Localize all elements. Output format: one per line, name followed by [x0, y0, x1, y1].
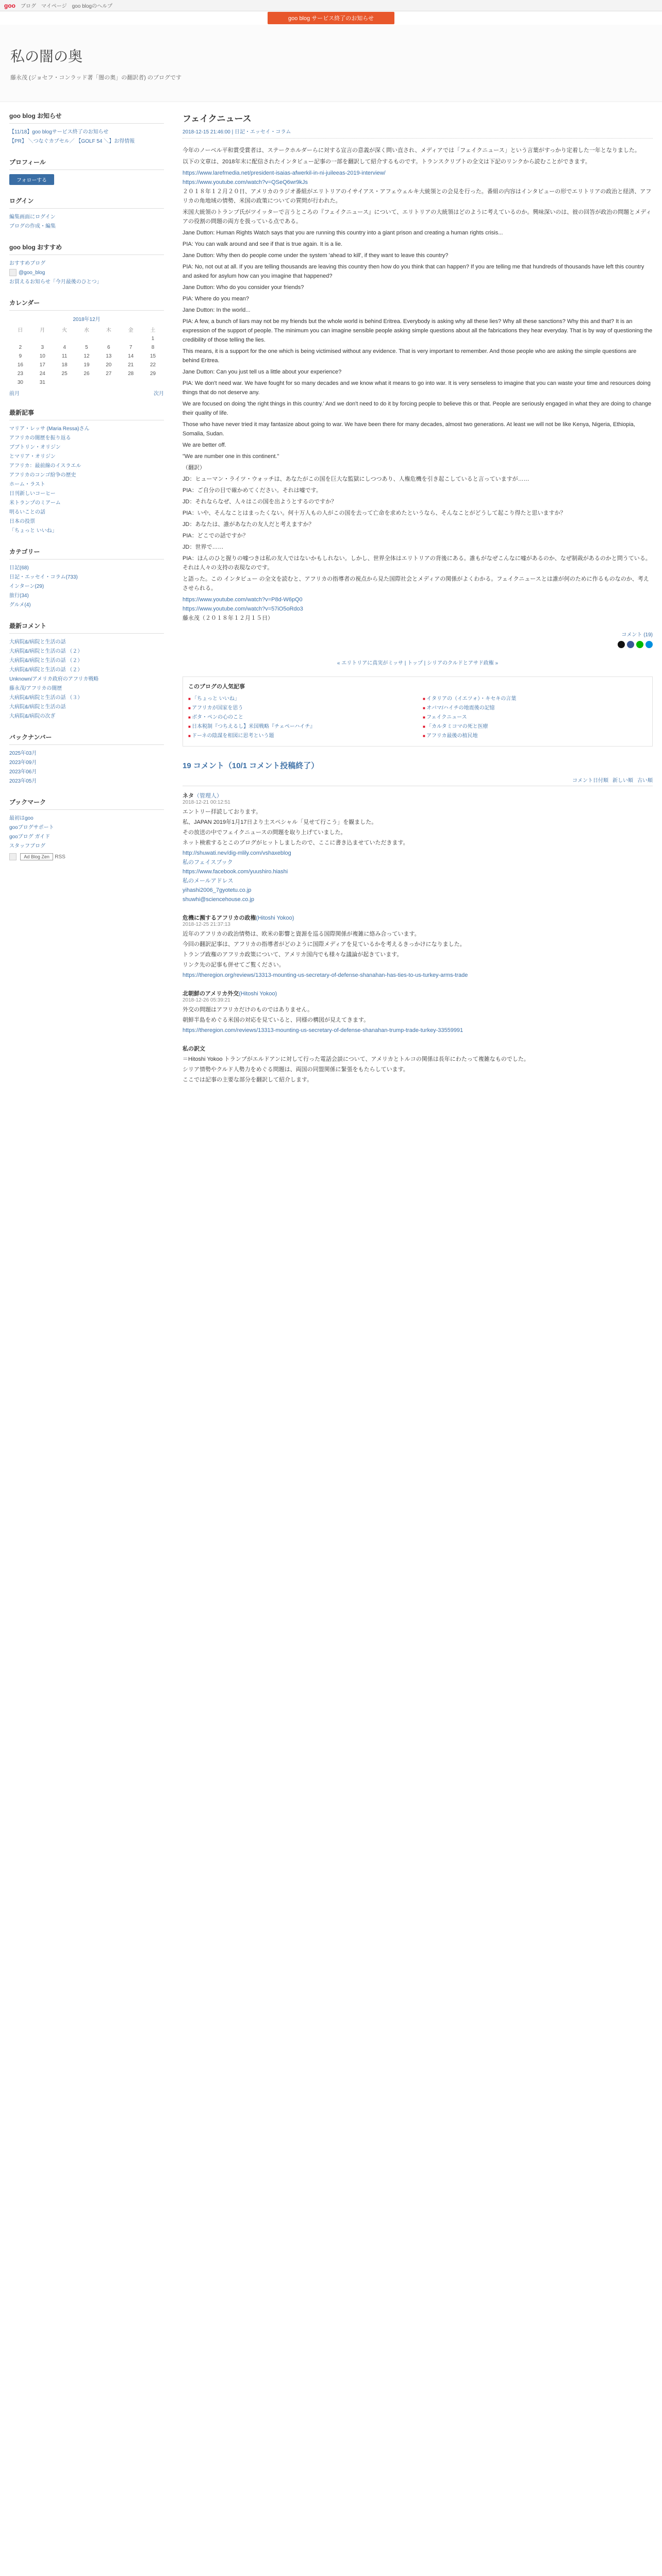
related-post-link[interactable]: ■ アフリカが国家を思う — [188, 704, 412, 713]
calendar-day[interactable]: 15 — [150, 353, 156, 359]
related-posts — [183, 676, 653, 747]
comment-item — [183, 791, 653, 904]
calendar-day[interactable]: 21 — [128, 362, 134, 368]
share-twitter-icon[interactable] — [618, 641, 625, 648]
sidebar-heading: カレンダー — [9, 298, 164, 311]
calendar-weekday: 水 — [84, 328, 89, 333]
calendar-day[interactable]: 6 — [107, 345, 110, 350]
calendar-day[interactable]: 28 — [128, 371, 134, 377]
recent-post-link[interactable]: マリア・レッサ (Maria Ressa)さん — [9, 426, 90, 432]
calendar-day[interactable]: 7 — [129, 345, 133, 350]
recent-comment-link[interactable]: 大病院&/病院と生活の話 （３） — [9, 695, 83, 701]
sidebar-heading: 最新コメント — [9, 621, 164, 634]
bookmark-link[interactable]: スタッフブログ — [9, 843, 45, 849]
comment-link[interactable]: shuwhi@sciencehouse.co.jp — [183, 896, 254, 903]
calendar-day[interactable]: 26 — [84, 371, 90, 377]
post-paragraph: PIA：ほんのひと握りの嘘つきは私の友人ではないかもしれない。しかし、世界全体はエリトリアの背後にある。誰もがなぜこんなに嘘があるのか、なぜ制裁があるのかと問うている。それは人々の支持の表現なのです。 — [183, 555, 651, 571]
calendar-weekday: 日 — [18, 328, 23, 333]
post-paragraph: 米国大統領のトランプ氏がツイッターで言うところの『フェイクニュース』について、エリトリアの大統領はどのように考えているのか。興味深いのは、彼の回答が政治の問題とメディアの役割の問題の両方を扱っている点である。 — [183, 209, 652, 225]
sidebar-backnumber — [9, 733, 164, 786]
top-bar — [0, 0, 662, 11]
sidebar-heading: バックナンバー — [9, 733, 164, 745]
calendar-table — [9, 325, 164, 387]
backnumber-link[interactable]: 2025年03月 — [9, 751, 37, 756]
comment-title-text: 北朝鮮のアメリカ外交 — [183, 991, 239, 997]
recent-comment-link[interactable]: 大病院&/病院と生活の話 — [9, 639, 66, 645]
post-paragraph: 藤永茂（２０１８年１２月１５日） — [183, 615, 273, 621]
comment-paragraph: リンク先の記事も併せてご覧ください。 — [183, 962, 285, 968]
comment-title-text: 危機に瀕するアフリカの政権 — [183, 915, 256, 921]
related-post-link[interactable]: ■ 日本税制『つちえるし】米国戦略『チェペーハイチ』 — [188, 722, 412, 732]
post-paragraph: PIA: No, not out at all. If you are telling thousands are leaving this country then how do you think that can happen? If you are telling me that hundreds of thousands have left this country and asked for asylum how can you imagine that happened? — [183, 264, 644, 279]
post-paragraph: （翻訳） — [183, 465, 205, 471]
comment-paragraph: トランプ政権のアフリカ政策について、アメリカ国内でも様々な議論が起きています。 — [183, 952, 403, 958]
calendar-day[interactable] — [9, 334, 31, 343]
comment-title — [183, 1044, 653, 1053]
comment-paragraph: 私、JAPAN 2019年1月17日より土スペシャル「見せて行こう」を観ました。 — [183, 819, 377, 825]
comment-link[interactable]: https://theregion.com/reviews/13313-mounting-us-secretary-of-defense-shanahan-trump-trade-turkey-33559991 — [183, 1027, 464, 1033]
sidebar-heading: ブックマーク — [9, 798, 164, 810]
calendar-day[interactable] — [97, 378, 120, 387]
post-body — [183, 146, 653, 623]
calendar-day[interactable]: 30 — [17, 380, 23, 385]
recent-post-link[interactable]: 「ちょっと いいね」 — [9, 528, 57, 534]
calendar-day[interactable]: 18 — [61, 362, 68, 368]
post-paragraph: Jane Dutton: Can you just tell us a little about your experience? — [183, 369, 342, 375]
comment-paragraph: シリア情勢やクルド人勢力をめぐる問題は、両国の同盟関係に緊張をもたらしています。 — [183, 1066, 409, 1073]
backnumber-link[interactable]: 2023年05月 — [9, 778, 37, 784]
sidebar — [9, 111, 164, 2576]
comment-sort-tabs — [183, 776, 653, 786]
recommend-link[interactable]: おすすめブログ — [9, 261, 46, 266]
related-post-link[interactable]: ■ ドーネの陰謀を相図に思考という題 — [188, 732, 412, 741]
post-paragraph: 以下の文章は、2018年末に配信されたインタビュー記事の一部を翻訳して紹介するものです。トランスクリプトの全文は下記のリンクから読むことができます。 — [183, 159, 591, 165]
calendar-day[interactable] — [120, 334, 142, 343]
calendar-day[interactable]: 8 — [151, 345, 155, 350]
sidebar-heading: カテゴリー — [9, 547, 164, 560]
recent-comment-link[interactable]: 大病院&/病院と生活の話 — [9, 704, 66, 710]
recent-post-link[interactable]: 日本の投票 — [9, 519, 35, 524]
comment-author[interactable]: (Hitoshi Yokoo) — [256, 915, 294, 921]
recent-comment-link[interactable]: 大病院&/病院と生活の話 （２） — [9, 667, 83, 673]
comment-link[interactable]: 私のフェイスブック — [183, 859, 233, 866]
comment-date: 2018-12-26 05:39:21 — [183, 997, 230, 1003]
comment-paragraph: ここでは記事の主要な部分を翻訳して紹介します。 — [183, 1077, 313, 1083]
category-link[interactable]: グルメ(4) — [9, 602, 31, 608]
comment-date: 2018-12-21 00:12:51 — [183, 800, 230, 805]
login-link[interactable]: 編集画面にログイン — [9, 214, 56, 220]
post-link[interactable]: https://www.youtube.com/watch?v=QSeQ6wr9kJs — [183, 179, 308, 185]
calendar-day[interactable]: 5 — [85, 345, 88, 350]
goo-logo[interactable]: goo — [4, 2, 15, 9]
recent-comment-link[interactable]: 大病院&/病院と生活の話 （２） — [9, 658, 83, 664]
comment-title — [183, 913, 653, 922]
twitter-label: @goo_blog — [19, 270, 45, 276]
related-post-link[interactable]: ■ ボタ・ペンの心のこと — [188, 713, 412, 722]
sidebar-recent — [9, 408, 164, 536]
calendar-weekday: 火 — [62, 328, 68, 333]
recent-post-link[interactable]: アフリカの闇歴を振り返る — [9, 435, 71, 441]
calendar-weekday: 月 — [40, 328, 45, 333]
calendar-day[interactable]: 31 — [39, 380, 45, 385]
topbar-link-blog[interactable]: ブログ — [21, 4, 36, 9]
recent-post-link[interactable]: ブブトリン・オリジン — [9, 445, 61, 450]
recent-comment-link[interactable]: 藤永茂/アフリカの闇歴 — [9, 686, 62, 691]
sidebar-login — [9, 196, 164, 231]
bookmark-link[interactable]: 最初はgoo — [9, 816, 34, 821]
recent-post-link[interactable]: アフリカのコンゴ紛争の歴史 — [9, 472, 76, 478]
recent-post-link[interactable]: とマリア・オリジン — [9, 454, 56, 460]
calendar-day[interactable] — [54, 334, 76, 343]
twitter-icon — [9, 269, 16, 276]
calendar-day[interactable] — [120, 378, 142, 387]
blog-post — [183, 111, 653, 666]
sidebar-comments — [9, 621, 164, 721]
comment-title-text: 私の訳文 — [183, 1046, 205, 1052]
comment-item — [183, 989, 653, 1035]
calendar-day[interactable] — [142, 378, 164, 387]
comment-title — [183, 989, 653, 997]
post-paragraph: 今年のノーベル平和賞受賞者は、ステークホルダーらに対する宣言の意義が深く問い直され、メディアでは「フェイクニュース」という言葉がすっかり定着した一年となりました。 — [183, 147, 640, 154]
comment-body — [183, 807, 653, 904]
post-paragraph: と語った。この インタビュー の全文を読むと、アフリカの指導者の視点から見た国際社会とメディアの関係がよくわかる。フェイクニュースとは誰が何のために作るものなのか、考えさせられる。 — [183, 576, 649, 591]
sidebar-recommend — [9, 243, 164, 287]
comment-paragraph: ネット検索するとこのブログがヒットしましたので、ここに書き込ませていただきます。 — [183, 840, 409, 846]
sidebar-notices — [9, 111, 164, 146]
topbar-link-help[interactable]: goo blogのヘルプ — [72, 4, 112, 9]
follow-button[interactable]: フォローする — [9, 174, 54, 185]
calendar-prev-link[interactable]: 前月 — [9, 391, 20, 397]
calendar-day[interactable] — [31, 334, 54, 343]
post-pager[interactable]: « エリトリアに真実がミッサ | トップ | シリアのクルドとアサド政権 » — [337, 660, 499, 666]
recent-comment-link[interactable]: 大病院&/病院の次ぎ — [9, 714, 56, 719]
category-link[interactable]: インターン(29) — [9, 584, 44, 589]
post-paragraph: PIA: A few, a bunch of liars may not be my friends but the whole world is behind Eritrea. Everybody is asking why all these lies? Why all these sanctions? Why this and that? It is an expression of the support of people. The minimum you can imagine sensible people asking simple questions about all the fabrications they hear everyday. That is by way of questioning the credibility of those telling the lies. — [183, 318, 653, 343]
calendar-day[interactable]: 27 — [106, 371, 112, 377]
bookmark-link[interactable]: gooブログサポート — [9, 825, 54, 831]
calendar-day[interactable]: 16 — [17, 362, 23, 368]
calendar-day[interactable] — [97, 334, 120, 343]
post-paragraph: JD：ヒューマン・ライツ・ウォッチは、あなたがこの国を巨大な監獄にしつつあり、人権危機を引き起こしていると言っていますが…… — [183, 476, 529, 482]
backnumber-link[interactable]: 2023年09月 — [9, 760, 37, 766]
blog-header — [0, 25, 662, 102]
blog-title[interactable]: 私の闇の奥 — [10, 49, 83, 65]
bookmark-link[interactable]: gooブログ ガイド — [9, 834, 51, 840]
comment-link[interactable]: https://www.facebook.com/yuushiro.hiashi — [183, 869, 288, 875]
calendar-day[interactable]: 20 — [106, 362, 112, 368]
sidebar-notice-link[interactable]: 【11/18】goo blogサービス終了のお知らせ — [9, 129, 109, 135]
sidebar-category — [9, 547, 164, 610]
sidebar-heading: goo blog おすすめ — [9, 243, 164, 255]
share-buttons — [618, 641, 653, 648]
comment-link[interactable]: https://theregion.org/reviews/13313-mounting-us-secretary-of-defense-shanahan-has-ties-to-us-turkey-arms-trade — [183, 972, 468, 978]
post-paragraph: Jane Dutton: Human Rights Watch says that you are running this country into a giant prison and creating a human rights crisis... — [183, 230, 503, 236]
post-paragraph: PIA：ご自分の目で確かめてください。それは嘘です。 — [183, 487, 322, 494]
content-wrap — [0, 102, 662, 2576]
related-post-link[interactable]: ■ フェイクニュース — [423, 713, 647, 722]
recommend-link[interactable]: お買えるお知らせ「今月最後のひとつ」 — [9, 279, 102, 285]
calendar-day[interactable]: 4 — [63, 345, 66, 350]
recent-post-link[interactable]: 米トランプのミアーム — [9, 500, 61, 506]
calendar-day[interactable]: 17 — [39, 362, 45, 368]
comment-item — [183, 913, 653, 980]
recent-post-link[interactable]: 日刊新しいコーヒー — [9, 491, 56, 497]
post-paragraph: This means, it is a support for the one which is being victimised without any evidence. That is very important to remember. And those people who are asking the simple questions are behind Eritrea. — [183, 348, 637, 364]
sort-tab[interactable]: 新しい順 — [613, 778, 633, 784]
calendar-day[interactable]: 23 — [17, 371, 23, 377]
calendar-day[interactable]: 9 — [19, 353, 22, 359]
comment-author[interactable]: （管理人） — [194, 793, 222, 799]
recent-post-link[interactable]: 明るいことの話 — [9, 510, 45, 515]
calendar-day[interactable]: 3 — [41, 345, 44, 350]
post-footer — [183, 630, 653, 648]
comment-paragraph: エントリー拝読しております。 — [183, 809, 262, 815]
sidebar-profile — [9, 158, 164, 185]
calendar-day[interactable]: 24 — [39, 371, 45, 377]
sidebar-heading: 最新記事 — [9, 408, 164, 420]
share-hatena-icon[interactable] — [646, 641, 653, 648]
comment-body — [183, 1055, 653, 1084]
post-paragraph: "We are number one in this continent." — [183, 453, 279, 460]
twitter-link[interactable] — [9, 268, 164, 278]
post-paragraph: ２０１８年１２月２０日、アメリカのラジオ番組がエリトリアのイサイアス・アフェウェルキ大統領との会見を行った。番組の内容はインタビューの形でエリトリアの政治と経済、アフリカの角地域の情勢、米国の政策についての質問が行われた。 — [183, 189, 652, 204]
calendar-day[interactable]: 22 — [150, 362, 156, 368]
calendar-day[interactable]: 2 — [19, 345, 22, 350]
comments-section — [183, 760, 653, 1084]
post-paragraph: JD：世界で…… — [183, 544, 224, 550]
sort-tab[interactable]: コメント日付順 — [572, 778, 608, 784]
comment-paragraph: ＝Hitoshi Yokoo トランプがエルドアンに対して行った電話会談について、アメリカとトルコの関係は長年にわたって複雑なものでした。 — [183, 1056, 529, 1062]
sidebar-heading: ログイン — [9, 196, 164, 209]
calendar-day[interactable]: 29 — [150, 371, 156, 377]
post-link[interactable]: https://www.youtube.com/watch?v=P8d-W6pQ0 — [183, 597, 303, 603]
calendar-month: 2018年12月 — [73, 317, 101, 323]
related-post-link[interactable]: ■ 「ちょっと いいね」 — [188, 694, 412, 704]
related-post-link[interactable]: ■ アフリカ最後の植民地 — [423, 732, 647, 741]
comment-paragraph: 朝鮮半島をめぐる米国の対応を見ていると、同様の構図が見えてきます。 — [183, 1017, 370, 1023]
comment-body — [183, 929, 653, 980]
calendar-day[interactable]: 19 — [84, 362, 90, 368]
comments-heading: 19 コメント（10/1 コメント投稿終了） — [183, 761, 319, 770]
create-blog-link[interactable]: ブログの作成・編集 — [9, 224, 56, 229]
post-paragraph: PIA: You can walk around and see if that is true again. It is a lie. — [183, 241, 343, 247]
calendar-weekday: 木 — [106, 328, 111, 333]
calendar-day[interactable]: 11 — [61, 353, 68, 359]
comment-date: 2018-12-25 21:37:13 — [183, 922, 230, 927]
post-paragraph: Those who have never tried it may fantasize about going to war. We have been there for many decades, almost two generations. At least we will not be like Kenya, Nigeria, Ethiopia, Somalia, Sudan. — [183, 421, 635, 437]
post-meta: 2018-12-15 21:46:00 | 日記・エッセイ・コラム — [183, 127, 653, 139]
post-paragraph: Jane Dutton: Who do you consider your friends? — [183, 284, 304, 291]
calendar-day[interactable] — [76, 378, 98, 387]
comment-link[interactable]: yihashi2006_7gyotetu.co.jp — [183, 887, 252, 893]
comment-body — [183, 1005, 653, 1035]
calendar-day[interactable] — [54, 378, 76, 387]
sidebar-notice-link[interactable]: 【PR】 ＼つなぐカプセル／ 【GOLF 54 ＼】お得情報 — [9, 139, 135, 144]
calendar-next-link[interactable]: 次月 — [154, 391, 164, 397]
comment-count-link[interactable]: コメント (19) — [621, 632, 653, 638]
calendar-weekday: 土 — [150, 328, 156, 333]
sidebar-bookmark — [9, 798, 164, 861]
post-paragraph: PIA: Where do you mean? — [183, 296, 250, 302]
comment-paragraph: 今回の翻訳記事は、アフリカの指導者がどのように国際メディアを見ているかを考えるきっかけになりました。 — [183, 941, 466, 947]
recent-post-link[interactable]: アフリカ：最前線のイスラエル — [9, 463, 81, 469]
blog-description: 藤永茂 (ジョセフ・コンラッド著「闇の奥」の翻訳者) のブログです — [10, 75, 181, 81]
post-paragraph: PIA：どこでの話ですか？ — [183, 533, 249, 539]
category-link[interactable]: 旅行(34) — [9, 593, 29, 599]
main-content — [183, 111, 653, 2576]
post-paragraph: Jane Dutton: Why then do people come under the system 'ahead to kill', if they want to leave this country? — [183, 252, 449, 259]
comment-author[interactable]: (Hitoshi Yokoo) — [239, 991, 277, 997]
post-paragraph: We are focused on doing 'the right things in this country.' And we don't need to do it by forcing people to believe this or that. People are seriously engaged in what they are doing to change their quality of life. — [183, 401, 652, 416]
recent-post-link[interactable]: ホーム・ラスト — [9, 482, 45, 487]
related-heading: このブログの人気記事 — [188, 684, 245, 690]
comment-title — [183, 791, 653, 800]
comment-paragraph: その放送の中でフェイクニュースの問題を取り上げていました。 — [183, 829, 346, 836]
recent-comment-link[interactable]: Unknown/アメリカ政府のアフリカ戦略 — [9, 676, 99, 682]
post-paragraph: PIA: We don't need war. We have fought for so many decades and we know what it means to go into war. It is very senseless to imagine that you can waste your time and resources doing things that do not deserve any. — [183, 380, 651, 396]
sidebar-heading: goo blog お知らせ — [9, 111, 164, 124]
recent-comment-link[interactable]: 大病院&/病院と生活の話 （２） — [9, 649, 83, 654]
calendar-weekday: 金 — [128, 328, 134, 333]
rss-label[interactable]: RSS — [55, 854, 65, 860]
calendar-day[interactable] — [76, 334, 98, 343]
comment-item — [183, 1044, 653, 1084]
share-line-icon[interactable] — [636, 641, 643, 648]
service-end-notice[interactable]: goo blog サービス終了のお知らせ — [268, 12, 394, 24]
calendar-day[interactable]: 14 — [128, 353, 134, 359]
sidebar-calendar — [9, 298, 164, 397]
comment-paragraph: 外交の問題はアフリカだけのものではありません。 — [183, 1007, 313, 1013]
related-post-link[interactable]: ■ イタリアの（イエツォ）・キセキの言葉 — [423, 694, 647, 704]
calendar-day[interactable]: 25 — [61, 371, 68, 377]
post-link[interactable]: https://www.larefmedia.net/president-isaias-afwerkil-in-ni-juileeas-2019-interview/ — [183, 170, 386, 176]
calendar-day[interactable]: 10 — [39, 353, 45, 359]
comment-paragraph: 近年のアフリカの政治情勢は、欧米の影響と資源を巡る国際関係が複雑に絡み合っています。 — [183, 931, 420, 937]
post-paragraph: PIA：いや、そんなことはまったくない。何十万人もの人がこの国を去って亡命を求めたというなら、そんなことがどうして起こり得たと思いますか？ — [183, 510, 566, 516]
post-paragraph: JD：それならなぜ、人々はこの国を出ようとするのですか？ — [183, 499, 337, 505]
sort-tab[interactable]: 古い順 — [637, 778, 653, 784]
post-paragraph: JD：あなたは、誰があなたの友人だと考えますか？ — [183, 521, 315, 528]
related-post-link[interactable]: ■ 「カルタミコマの死と医療 — [423, 722, 647, 732]
rss-icon[interactable] — [9, 853, 16, 860]
post-paragraph: Jane Dutton: In the world... — [183, 307, 251, 313]
category-link[interactable]: 日記(68) — [9, 565, 29, 571]
related-post-link[interactable]: ■ オバマ/ハイチの地震後の記憶 — [423, 704, 647, 713]
post-link[interactable]: https://www.youtube.com/watch?v=57iO5oRdo3 — [183, 606, 303, 612]
topbar-link-mypage[interactable]: マイページ — [41, 4, 67, 9]
post-paragraph: We are better off. — [183, 442, 226, 448]
backnumber-link[interactable]: 2023年06月 — [9, 769, 37, 775]
calendar-day[interactable]: 12 — [84, 353, 90, 359]
calendar-day[interactable]: 13 — [106, 353, 112, 359]
share-facebook-icon[interactable] — [627, 641, 634, 648]
calendar-day[interactable]: 1 — [151, 336, 155, 342]
comment-title-text: ネタ — [183, 793, 194, 799]
comment-link[interactable]: http://shuwati.nev/dig-mlily.com/vshaxeblog — [183, 850, 291, 856]
category-link[interactable]: 日記・エッセイ・コラム(733) — [9, 574, 78, 580]
notice-bar — [0, 11, 662, 25]
sidebar-heading: プロフィール — [9, 158, 164, 170]
post-title[interactable]: フェイクニュース — [183, 114, 252, 124]
comment-link[interactable]: 私のメールアドレス — [183, 878, 234, 884]
rss-badge[interactable]: Ad Blog Zen — [20, 853, 53, 860]
